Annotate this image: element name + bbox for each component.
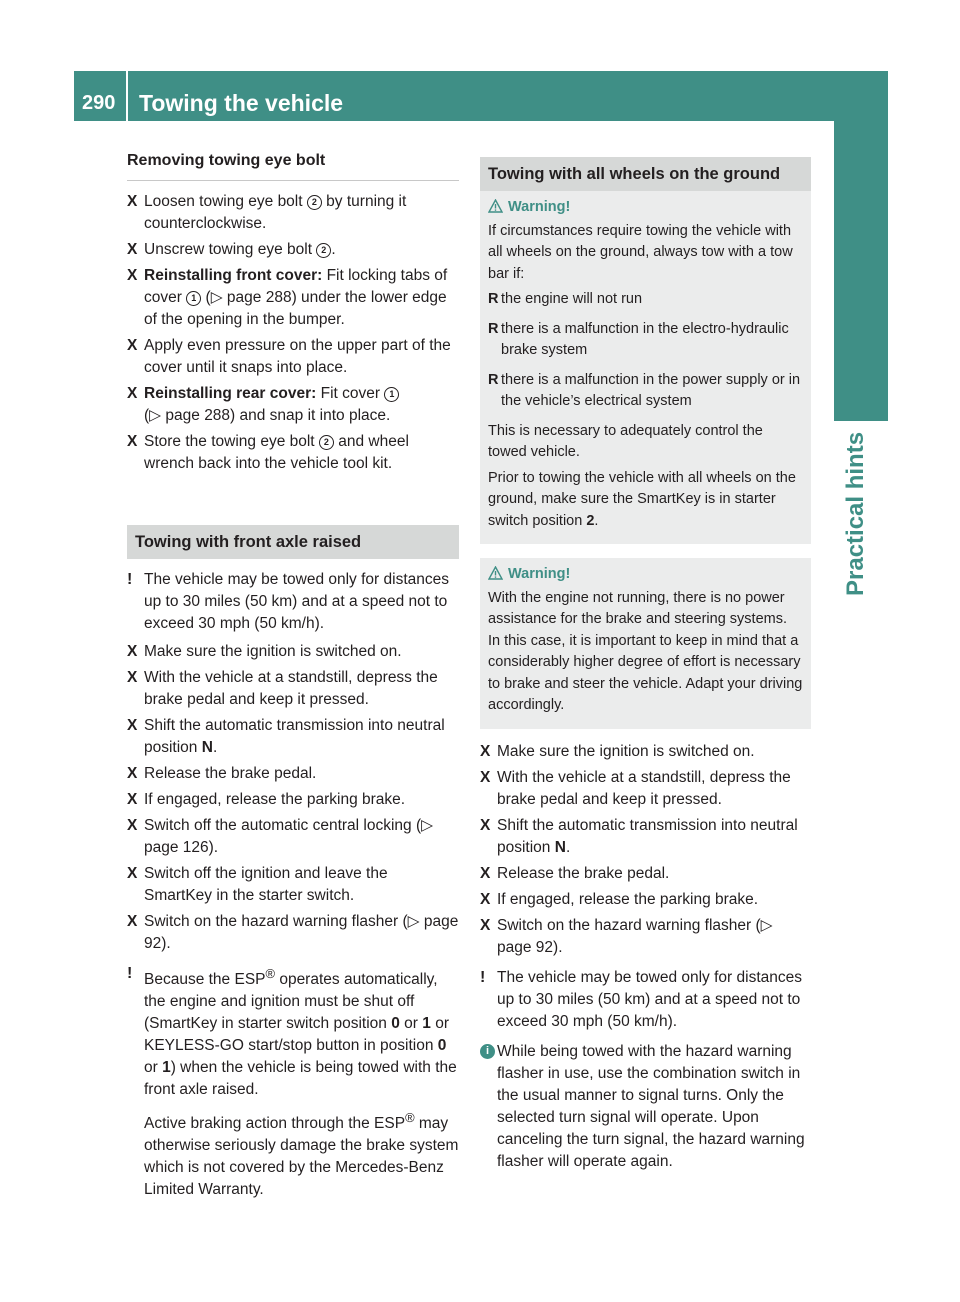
step-store: X Store the towing eye bolt 2 and wheel wrench back into the vehicle tool kit.	[127, 433, 409, 472]
callout-2-icon: 2	[319, 435, 334, 450]
step-central-locking: X Switch off the automatic central locking (▷ page 126).	[127, 817, 434, 856]
step-marker-icon: X	[127, 913, 138, 930]
step-marker-icon: X	[480, 742, 491, 760]
warning-triangle-icon	[488, 566, 503, 580]
page-ref-arrow-icon: ▷	[760, 916, 773, 934]
step-shift-neutral: X Shift the automatic transmission into neutral position N.	[127, 717, 445, 756]
step-marker-icon: X	[127, 817, 138, 834]
list-item: R there is a malfunction in the electro-hydraulic brake system	[488, 320, 789, 358]
info-note: i While being towed with the hazard warning flasher in use, use the combination switch in the usual manner to signal turns. Only the selected turn signal will operate. Upon canceling the turn signal, the hazard warning flasher will operate again.	[480, 1041, 811, 1173]
step-marker-icon: X	[127, 865, 138, 882]
step-reinstall-front: X Reinstalling front cover: Fit locking tabs of cover 1 (▷ page 288) under the lower edge of the opening in the bumper.	[127, 267, 448, 328]
step-marker-icon: X	[480, 816, 491, 834]
left-column	[127, 150, 459, 1207]
bullet-icon: R	[488, 320, 499, 337]
step-ignition-on: X Make sure the ignition is switched on.	[127, 641, 459, 663]
towing-note: ! The vehicle may be towed only for distances up to 30 miles (50 km) and at a speed not to exceed 30 mph (50 km/h).	[480, 968, 802, 1030]
caution-icon: !	[480, 968, 486, 986]
warning-box-2	[480, 558, 811, 729]
page-ref-arrow-icon: ▷	[149, 407, 162, 424]
step-marker-icon: X	[127, 385, 138, 402]
step-ignition-on: X Make sure the ignition is switched on.	[480, 741, 811, 763]
front-axle-heading: Towing with front axle raised	[127, 525, 459, 559]
warning-intro: If circumstances require towing the vehicle with all wheels on the ground, always tow with a tow bar if:	[488, 222, 793, 282]
page-number: 290	[82, 92, 116, 114]
step-hazard-flasher: X Switch on the hazard warning flasher (▷ page 92).	[480, 916, 773, 956]
step-hazard-flasher: X Switch on the hazard warning flasher (▷ page 92).	[127, 913, 459, 952]
warning-triangle-icon	[488, 199, 503, 213]
step-marker-icon: X	[127, 669, 138, 686]
section-side-label: Practical hints	[842, 431, 869, 596]
step-loosen: X Loosen towing eye bolt 2 by turning it counterclockwise.	[127, 193, 407, 232]
step-marker-icon: X	[127, 717, 138, 734]
step-release-brake: X Release the brake pedal.	[127, 763, 459, 785]
step-parking-brake: X If engaged, release the parking brake.	[480, 889, 811, 911]
step-marker-icon: X	[127, 193, 138, 210]
caution-icon: !	[127, 571, 133, 588]
step-depress-brake: X With the vehicle at a standstill, depress the brake pedal and keep it pressed.	[127, 669, 438, 708]
bullet-icon: R	[488, 371, 499, 388]
caution-icon: !	[127, 965, 133, 982]
list-item: R the engine will not run	[488, 289, 803, 311]
step-marker-icon: X	[127, 433, 138, 450]
info-icon: i	[480, 1044, 495, 1059]
step-apply-pressure: X Apply even pressure on the upper part of the cover until it snaps into place.	[127, 337, 451, 376]
step-marker-icon: X	[127, 765, 138, 782]
warning-text: This is necessary to adequately control the towed vehicle.	[488, 422, 763, 460]
warning-text: With the engine not running, there is no power assistance for the brake and steering systems. In this case, it is important to keep in mind that a considerably higher degree of effort is necessary to brake and steer the vehicle. Adapt your driving accordingly.	[488, 589, 803, 713]
step-marker-icon: X	[480, 768, 491, 786]
step-marker-icon: X	[480, 864, 491, 882]
warning-text: Prior to towing the vehicle with all wheels on the ground, make sure the SmartKey is in starter switch position 2.	[488, 469, 796, 529]
step-unscrew: X Unscrew towing eye bolt 2 .	[127, 239, 459, 261]
removing-heading: Removing towing eye bolt	[127, 150, 459, 181]
step-release-brake: X Release the brake pedal.	[480, 863, 811, 885]
step-shift-neutral: X Shift the automatic transmission into neutral position N.	[480, 816, 798, 856]
page-ref-link: page 288) under the lower edge of the opening in the bumper.	[144, 289, 447, 328]
callout-1-icon: 1	[186, 291, 201, 306]
header-divider	[126, 71, 128, 121]
right-column	[480, 157, 811, 1179]
warning-bullets	[488, 289, 803, 413]
front-axle-note: ! The vehicle may be towed only for distances up to 30 miles (50 km) and at a speed not to exceed 30 mph (50 km/h).	[127, 571, 449, 632]
step-marker-icon: X	[127, 643, 138, 660]
callout-2-icon: 2	[307, 195, 322, 210]
step-marker-icon: X	[127, 267, 138, 284]
step-ignition-off: X Switch off the ignition and leave the SmartKey in the starter switch.	[127, 865, 388, 904]
step-marker-icon: X	[127, 241, 138, 258]
warning-box-1	[480, 191, 811, 544]
callout-2-icon: 2	[316, 243, 331, 258]
page-ref-arrow-icon: ▷	[407, 913, 420, 930]
all-wheels-heading: Towing with all wheels on the ground	[480, 157, 811, 191]
page-ref-arrow-icon: ▷	[210, 289, 223, 306]
warning-title: Warning!	[508, 199, 571, 215]
callout-1-icon: 1	[384, 387, 399, 402]
step-marker-icon: X	[127, 337, 138, 354]
step-parking-brake: X If engaged, release the parking brake.	[127, 789, 459, 811]
page-ref-arrow-icon: ▷	[421, 817, 434, 834]
step-reinstall-rear: X Reinstalling rear cover: Fit cover 1 (▷ page 288) and snap it into place.	[127, 383, 459, 427]
step-marker-icon: X	[480, 916, 491, 934]
step-marker-icon: X	[480, 890, 491, 908]
step-depress-brake: X With the vehicle at a standstill, depress the brake pedal and keep it pressed.	[480, 768, 791, 808]
esp-note: ! Because the ESP® operates automatically, the engine and ignition must be shut off (SmartKey in starter switch position 0 or 1 or KEYLESS-GO start/stop button in position 0 or 1) when the vehicle is being towed with the front axle raised. Active braking action through the ESP® may otherwise seriously damage the brake system which is not covered by the Mercedes-Benz Limited Warranty.	[127, 965, 459, 1199]
bullet-icon: R	[488, 291, 499, 307]
list-item: R there is a malfunction in the power supply or in the vehicle’s electrical system	[488, 371, 801, 409]
warning-title: Warning!	[508, 566, 571, 582]
step-marker-icon: X	[127, 791, 138, 808]
page-title: Towing the vehicle	[139, 90, 344, 116]
